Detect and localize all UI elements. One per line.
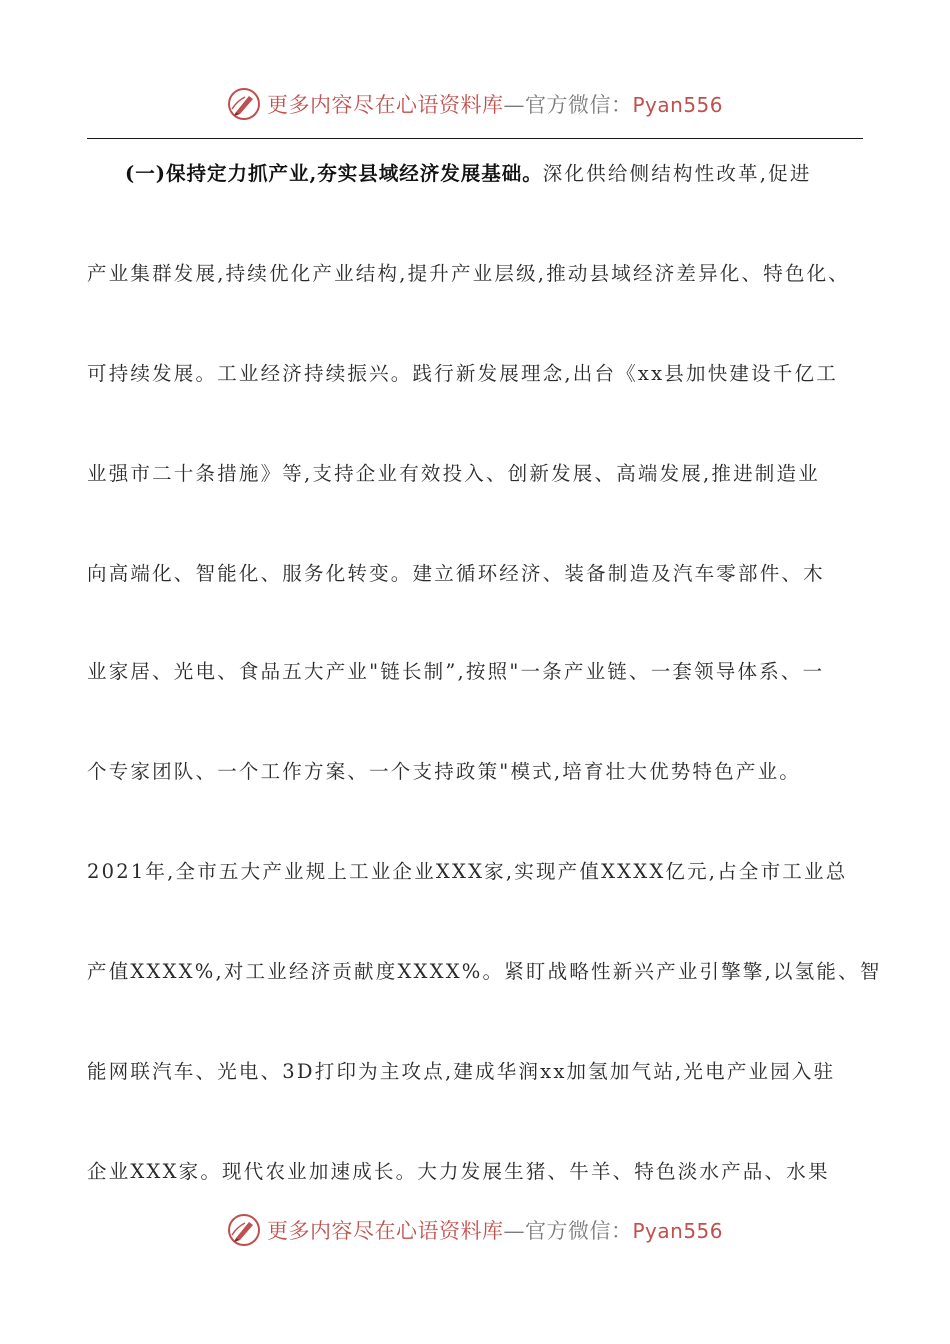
footer-separator: — bbox=[503, 1219, 525, 1243]
footer-wechat-label: 官方微信： bbox=[524, 1219, 633, 1243]
pen-logo-icon bbox=[227, 1213, 261, 1247]
header-wechat-id: Pyan556 bbox=[632, 93, 723, 117]
footer-brand-line bbox=[267, 1215, 723, 1245]
header-separator: — bbox=[503, 93, 525, 117]
footer-brand: 更多内容尽在心语资料库 bbox=[266, 1219, 504, 1243]
paragraph-line-6: 业家居、光电、食品五大产业"链长制”,按照"一条产业链、一套领导体系、一 bbox=[87, 660, 825, 683]
line-1-text: 深化供给侧结构性改革,促进 bbox=[542, 162, 812, 185]
header-divider bbox=[87, 138, 863, 139]
page-header bbox=[0, 84, 950, 124]
header-brand: 更多内容尽在心语资料库 bbox=[266, 93, 504, 117]
paragraph-line-5: 向高端化、智能化、服务化转变。建立循环经济、装备制造及汽车零部件、木 bbox=[87, 562, 825, 585]
paragraph-line-8: 2021年,全市五大产业规上工业企业XXX家,实现产值XXXX亿元,占全市工业总 bbox=[87, 860, 848, 883]
paragraph-line-9: 产值XXXX%,对工业经济贡献度XXXX%。紧盯战略性新兴产业引擎擎,以氢能、智 bbox=[87, 960, 882, 983]
paragraph-line-4: 业强市二十条措施》等,支持企业有效投入、创新发展、高端发展,推进制造业 bbox=[87, 462, 820, 485]
paragraph-line-2: 产业集群发展,持续优化产业结构,提升产业层级,推动县域经济差异化、特色化、 bbox=[87, 262, 850, 285]
section-heading: (一)保持定力抓产业,夯实县域经济发展基础。 bbox=[125, 162, 543, 185]
header-brand-line bbox=[267, 89, 723, 119]
page-footer bbox=[0, 1210, 950, 1250]
header-wechat-label: 官方微信： bbox=[524, 93, 633, 117]
pen-logo-icon bbox=[227, 87, 261, 121]
paragraph-line-10: 能网联汽车、光电、3D打印为主攻点,建成华润xx加氢加气站,光电产业园入驻 bbox=[87, 1060, 836, 1083]
paragraph-line-11: 企业XXX家。现代农业加速成长。大力发展生猪、牛羊、特色淡水产品、水果 bbox=[87, 1160, 830, 1183]
paragraph-line-1 bbox=[87, 158, 877, 186]
paragraph-line-7: 个专家团队、一个工作方案、一个支持政策"模式,培育壮大优势特色产业。 bbox=[87, 760, 801, 783]
footer-wechat-id: Pyan556 bbox=[632, 1219, 723, 1243]
paragraph-line-3: 可持续发展。工业经济持续振兴。践行新发展理念,出台《xx县加快建设千亿工 bbox=[87, 362, 838, 385]
